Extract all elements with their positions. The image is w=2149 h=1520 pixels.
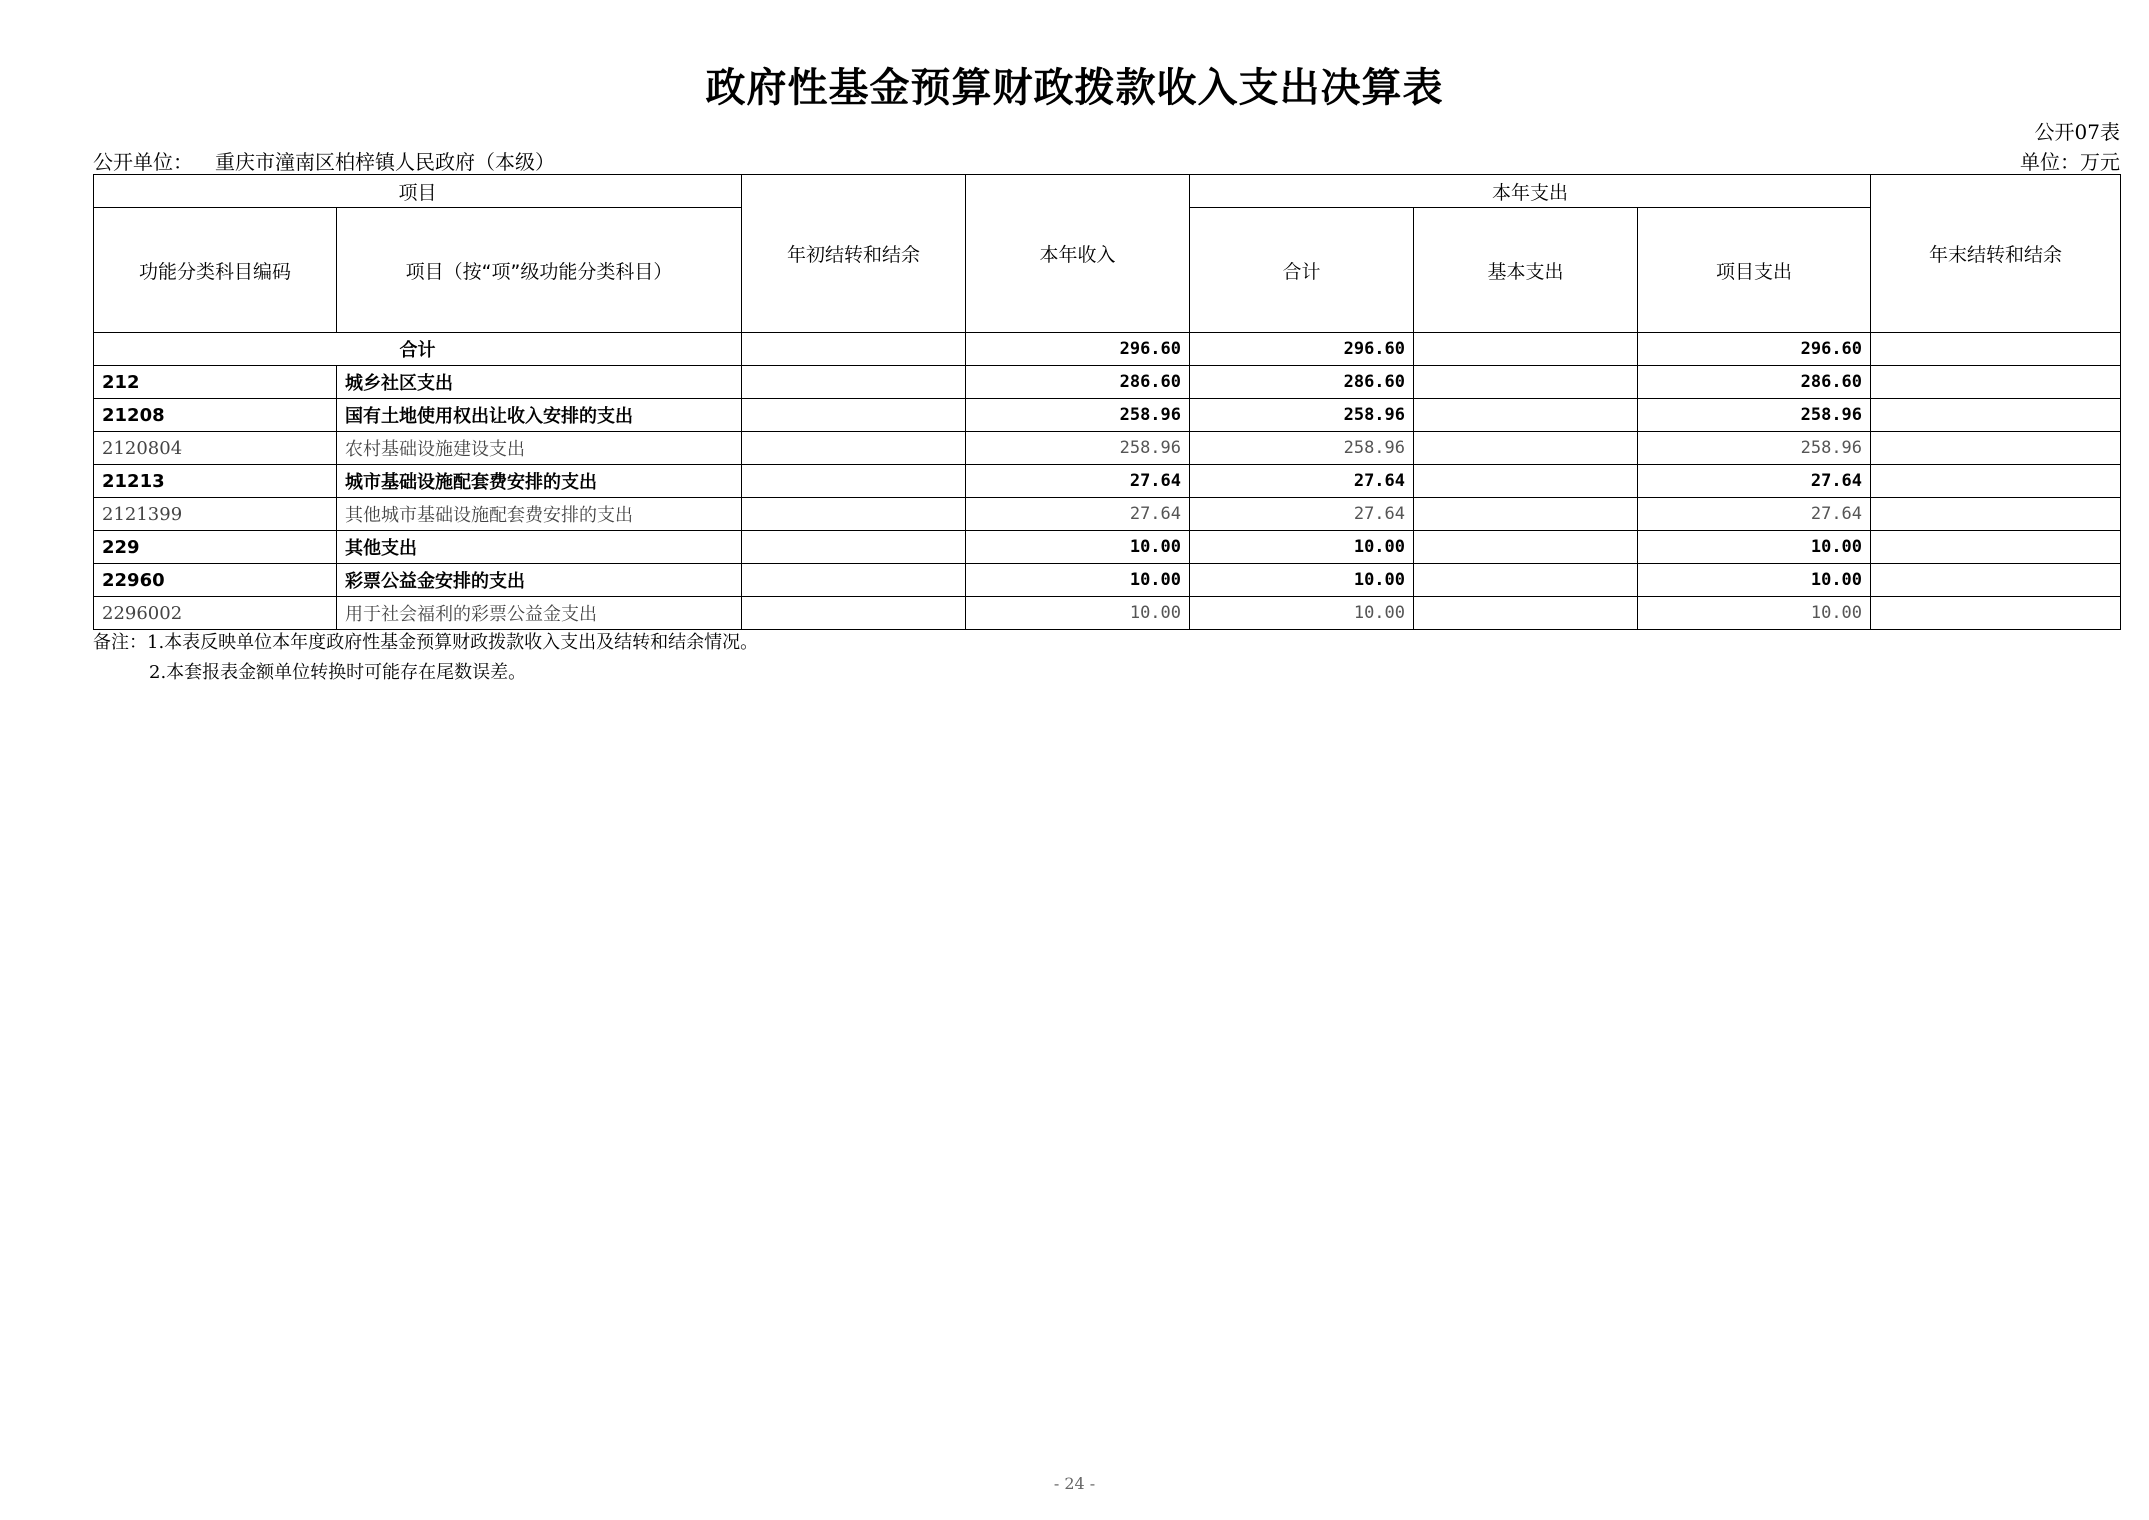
cell-project: 10.00	[1638, 597, 1871, 630]
page-title: 政府性基金预算财政拨款收入支出决算表	[705, 65, 1444, 111]
cell-basic	[1414, 366, 1638, 399]
cell-income: 258.96	[966, 432, 1190, 465]
cell-begin	[742, 564, 966, 597]
cell-income: 10.00	[966, 531, 1190, 564]
table-row	[94, 498, 2121, 531]
cell-total: 27.64	[1190, 498, 1414, 531]
cell-basic	[1414, 498, 1638, 531]
header-total: 合计	[1190, 208, 1414, 333]
cell-end	[1871, 366, 2121, 399]
cell-total: 286.60	[1190, 366, 1414, 399]
cell-begin	[742, 333, 966, 366]
cell-begin	[742, 531, 966, 564]
header-begin-balance: 年初结转和结余	[742, 175, 966, 333]
cell-code: 21213	[94, 465, 337, 498]
cell-name: 彩票公益金安排的支出	[337, 564, 742, 597]
cell-total: 10.00	[1190, 531, 1414, 564]
cell-project: 10.00	[1638, 531, 1871, 564]
budget-table	[93, 174, 2121, 630]
org-name: 重庆市潼南区柏梓镇人民政府（本级）	[215, 150, 555, 174]
cell-project: 258.96	[1638, 399, 1871, 432]
total-row	[94, 333, 2121, 366]
cell-income: 27.64	[966, 465, 1190, 498]
cell-end	[1871, 597, 2121, 630]
cell-end	[1871, 564, 2121, 597]
cell-code: 2121399	[94, 498, 337, 531]
cell-income: 10.00	[966, 564, 1190, 597]
cell-basic	[1414, 597, 1638, 630]
note-line-2: 2.本套报表金额单位转换时可能存在尾数误差。	[149, 662, 527, 683]
cell-project: 10.00	[1638, 564, 1871, 597]
cell-begin	[742, 465, 966, 498]
org-info	[93, 146, 555, 175]
cell-end	[1871, 333, 2121, 366]
cell-project: 27.64	[1638, 498, 1871, 531]
notes	[93, 628, 758, 688]
unit-row	[93, 146, 2120, 175]
cell-total: 296.60	[1190, 333, 1414, 366]
cell-project: 286.60	[1638, 366, 1871, 399]
header-basic: 基本支出	[1414, 208, 1638, 333]
cell-name: 国有土地使用权出让收入安排的支出	[337, 399, 742, 432]
cell-name: 城市基础设施配套费安排的支出	[337, 465, 742, 498]
unit-label: 单位：万元	[2020, 150, 2120, 174]
cell-project: 27.64	[1638, 465, 1871, 498]
cell-begin	[742, 399, 966, 432]
page-number: - 24 -	[1053, 1474, 1096, 1493]
header-end-balance: 年末结转和结余	[1871, 175, 2121, 333]
table-row	[94, 597, 2121, 630]
table-row	[94, 564, 2121, 597]
cell-total: 10.00	[1190, 564, 1414, 597]
note-line-1: 备注：1.本表反映单位本年度政府性基金预算财政拨款收入支出及结转和结余情况。	[93, 632, 759, 653]
header-name: 项目（按“项”级功能分类科目）	[337, 208, 742, 333]
header-project: 项目支出	[1638, 208, 1871, 333]
cell-basic	[1414, 432, 1638, 465]
cell-begin	[742, 432, 966, 465]
cell-end	[1871, 465, 2121, 498]
cell-total: 258.96	[1190, 432, 1414, 465]
cell-code: 212	[94, 366, 337, 399]
cell-end	[1871, 498, 2121, 531]
table-row	[94, 399, 2121, 432]
cell-code: 21208	[94, 399, 337, 432]
cell-name: 其他支出	[337, 531, 742, 564]
cell-code: 2120804	[94, 432, 337, 465]
cell-name: 其他城市基础设施配套费安排的支出	[337, 498, 742, 531]
cell-income: 10.00	[966, 597, 1190, 630]
cell-code: 229	[94, 531, 337, 564]
total-label: 合计	[94, 333, 742, 366]
cell-basic	[1414, 399, 1638, 432]
cell-basic	[1414, 564, 1638, 597]
cell-income: 296.60	[966, 333, 1190, 366]
cell-project: 258.96	[1638, 432, 1871, 465]
table-row	[94, 465, 2121, 498]
cell-code: 22960	[94, 564, 337, 597]
cell-end	[1871, 531, 2121, 564]
table-tag: 公开07表	[2034, 120, 2120, 144]
cell-name: 城乡社区支出	[337, 366, 742, 399]
cell-basic	[1414, 333, 1638, 366]
cell-begin	[742, 597, 966, 630]
cell-code: 2296002	[94, 597, 337, 630]
table-row	[94, 531, 2121, 564]
cell-basic	[1414, 531, 1638, 564]
cell-total: 10.00	[1190, 597, 1414, 630]
cell-begin	[742, 498, 966, 531]
cell-total: 27.64	[1190, 465, 1414, 498]
cell-income: 27.64	[966, 498, 1190, 531]
cell-income: 286.60	[966, 366, 1190, 399]
cell-total: 258.96	[1190, 399, 1414, 432]
cell-income: 258.96	[966, 399, 1190, 432]
header-income: 本年收入	[966, 175, 1190, 333]
org-label: 公开单位：	[93, 150, 193, 174]
table-row	[94, 432, 2121, 465]
header-expenditure: 本年支出	[1190, 175, 1871, 208]
cell-begin	[742, 366, 966, 399]
cell-end	[1871, 432, 2121, 465]
table-row	[94, 366, 2121, 399]
cell-project: 296.60	[1638, 333, 1871, 366]
cell-end	[1871, 399, 2121, 432]
cell-name: 用于社会福利的彩票公益金支出	[337, 597, 742, 630]
header-item: 项目	[94, 175, 742, 208]
header-code: 功能分类科目编码	[94, 208, 337, 333]
cell-basic	[1414, 465, 1638, 498]
cell-name: 农村基础设施建设支出	[337, 432, 742, 465]
